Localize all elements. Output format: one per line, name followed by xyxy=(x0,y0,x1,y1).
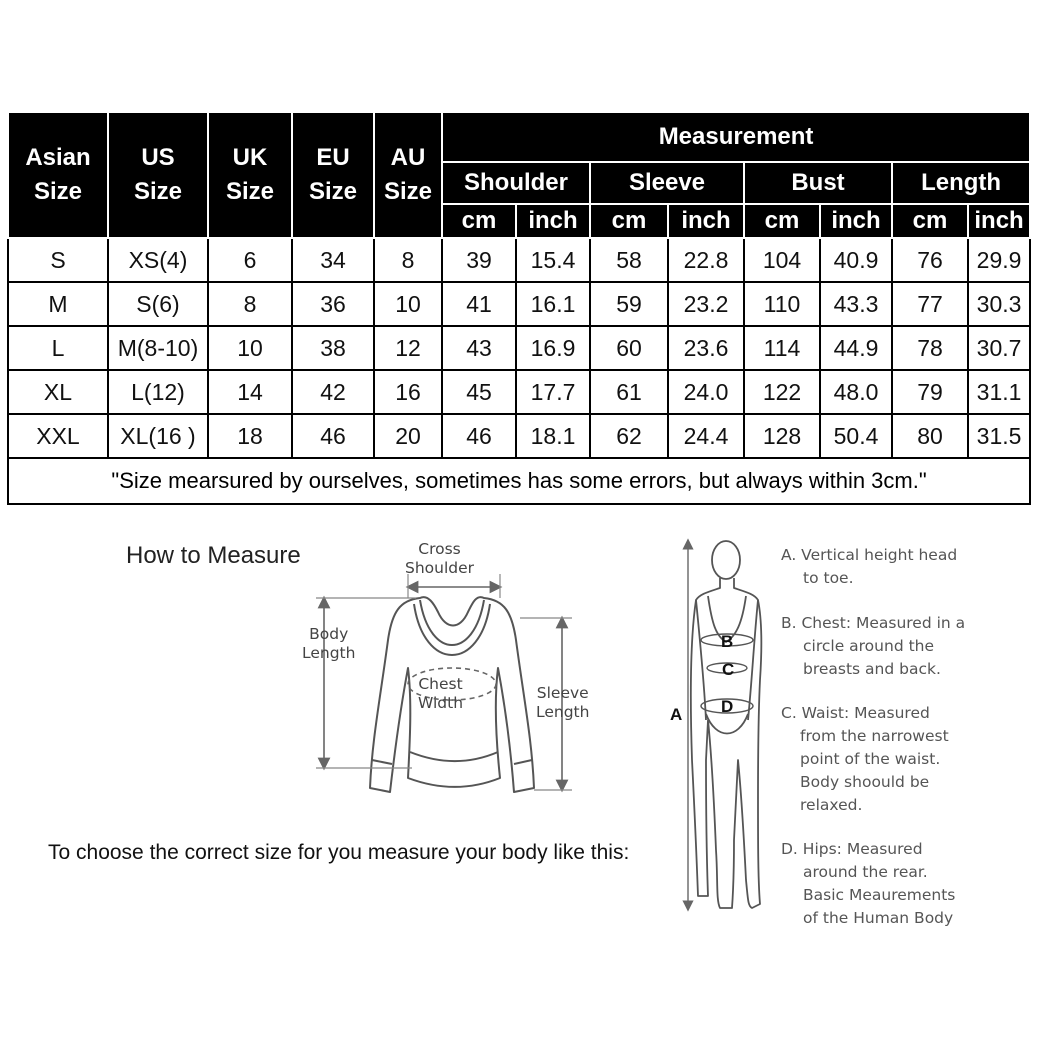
unit-header: inch xyxy=(968,204,1030,238)
table-cell: 17.7 xyxy=(516,370,590,414)
table-cell: 30.3 xyxy=(968,282,1030,326)
table-cell: 78 xyxy=(892,326,968,370)
table-cell: 48.0 xyxy=(820,370,892,414)
table-cell: 38 xyxy=(292,326,374,370)
table-cell: 46 xyxy=(292,414,374,458)
header-length: Length xyxy=(892,162,1030,204)
table-cell: 15.4 xyxy=(516,238,590,282)
header-asian-size: Asian Size xyxy=(8,112,108,238)
table-cell: 50.4 xyxy=(820,414,892,458)
table-cell: 23.2 xyxy=(668,282,744,326)
unit-header: inch xyxy=(820,204,892,238)
table-cell: 44.9 xyxy=(820,326,892,370)
table-cell: XS(4) xyxy=(108,238,208,282)
table-cell: 114 xyxy=(744,326,820,370)
table-cell: 22.8 xyxy=(668,238,744,282)
body-letter-a: A xyxy=(670,705,683,724)
table-cell: 24.4 xyxy=(668,414,744,458)
table-cell: 58 xyxy=(590,238,668,282)
table-cell: 16 xyxy=(374,370,442,414)
table-cell: 14 xyxy=(208,370,292,414)
table-cell: S xyxy=(8,238,108,282)
note-hips: D. Hips: Measured around the rear. Basic Meaurements of the Human Body xyxy=(781,840,956,927)
table-cell: 31.5 xyxy=(968,414,1030,458)
note-waist: C. Waist: Measured from the narrowest point of the waist. Body shoould be relaxed. xyxy=(781,704,949,814)
table-cell: 6 xyxy=(208,238,292,282)
body-letter-c: C xyxy=(722,660,735,679)
table-cell: 110 xyxy=(744,282,820,326)
table-cell: XL(16 ) xyxy=(108,414,208,458)
table-cell: XL xyxy=(8,370,108,414)
table-cell: 18.1 xyxy=(516,414,590,458)
instruction-text: To choose the correct size for you measure your body like this: xyxy=(48,841,630,864)
table-cell: 104 xyxy=(744,238,820,282)
table-cell: 41 xyxy=(442,282,516,326)
table-cell: S(6) xyxy=(108,282,208,326)
table-cell: 24.0 xyxy=(668,370,744,414)
table-note: "Size mearsured by ourselves, sometimes has some errors, but always within 3cm." xyxy=(8,458,1030,504)
header-au-size: AU Size xyxy=(374,112,442,238)
table-cell: M(8-10) xyxy=(108,326,208,370)
human-body-icon xyxy=(691,541,762,908)
unit-header: inch xyxy=(516,204,590,238)
table-cell: 16.9 xyxy=(516,326,590,370)
table-cell: 43.3 xyxy=(820,282,892,326)
table-cell: 31.1 xyxy=(968,370,1030,414)
unit-header: cm xyxy=(744,204,820,238)
table-cell: 29.9 xyxy=(968,238,1030,282)
sleeve-length-label: Sleeve Length xyxy=(536,684,590,721)
chest-width-label: Chest Width xyxy=(418,675,464,712)
table-cell: 59 xyxy=(590,282,668,326)
table-cell: 76 xyxy=(892,238,968,282)
header-shoulder: Shoulder xyxy=(442,162,590,204)
body-letter-d: D xyxy=(721,697,734,716)
table-cell: 8 xyxy=(208,282,292,326)
header-measurement: Measurement xyxy=(442,112,1030,162)
cross-shoulder-label: Cross Shoulder xyxy=(405,540,475,577)
table-cell: 61 xyxy=(590,370,668,414)
table-cell: 60 xyxy=(590,326,668,370)
table-cell: 79 xyxy=(892,370,968,414)
header-bust: Bust xyxy=(744,162,892,204)
table-cell: 128 xyxy=(744,414,820,458)
table-cell: 8 xyxy=(374,238,442,282)
table-cell: 39 xyxy=(442,238,516,282)
table-cell: L xyxy=(8,326,108,370)
unit-header: cm xyxy=(892,204,968,238)
note-height: A. Vertical height head to toe. xyxy=(781,546,958,587)
table-cell: 122 xyxy=(744,370,820,414)
unit-header: cm xyxy=(442,204,516,238)
how-to-measure-title: How to Measure xyxy=(126,542,301,569)
table-cell: 62 xyxy=(590,414,668,458)
table-cell: 42 xyxy=(292,370,374,414)
table-cell: M xyxy=(8,282,108,326)
table-cell: 43 xyxy=(442,326,516,370)
table-cell: 20 xyxy=(374,414,442,458)
note-chest: B. Chest: Measured in a circle around the breasts and back. xyxy=(781,614,966,678)
table-cell: 36 xyxy=(292,282,374,326)
table-cell: 10 xyxy=(208,326,292,370)
table-cell: 12 xyxy=(374,326,442,370)
header-eu-size: EU Size xyxy=(292,112,374,238)
unit-header: cm xyxy=(590,204,668,238)
table-cell: 30.7 xyxy=(968,326,1030,370)
table-cell: 10 xyxy=(374,282,442,326)
table-cell: 77 xyxy=(892,282,968,326)
body-length-label: Body Length xyxy=(302,625,356,662)
header-sleeve: Sleeve xyxy=(590,162,744,204)
table-cell: 16.1 xyxy=(516,282,590,326)
table-cell: 23.6 xyxy=(668,326,744,370)
body-letter-b: B xyxy=(721,632,734,651)
table-cell: XXL xyxy=(8,414,108,458)
unit-header: inch xyxy=(668,204,744,238)
table-cell: 46 xyxy=(442,414,516,458)
table-cell: L(12) xyxy=(108,370,208,414)
table-cell: 18 xyxy=(208,414,292,458)
header-uk-size: UK Size xyxy=(208,112,292,238)
table-cell: 34 xyxy=(292,238,374,282)
header-us-size: US Size xyxy=(108,112,208,238)
table-cell: 80 xyxy=(892,414,968,458)
table-cell: 45 xyxy=(442,370,516,414)
table-cell: 40.9 xyxy=(820,238,892,282)
